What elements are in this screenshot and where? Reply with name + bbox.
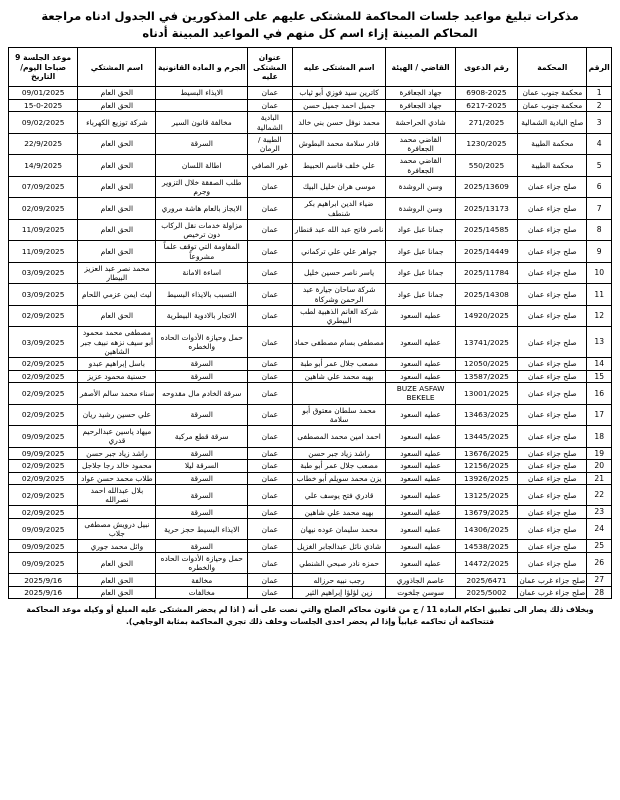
- cell-defendant-name: ضياء الدين ابراهيم بكر شنطف: [292, 198, 386, 220]
- cell-charge: السرقة: [156, 472, 248, 484]
- cell-defendant-name: راشد زياد جبر حسن: [292, 447, 386, 459]
- table-row: [9, 87, 612, 99]
- cell-court: صلح جزاء عمان: [518, 383, 587, 405]
- cell-index: 21: [587, 472, 612, 484]
- cell-defendant-address: عمان: [248, 327, 293, 358]
- cell-session-date: 02/09/2025: [9, 370, 78, 382]
- cell-index: 26: [587, 552, 612, 574]
- cell-case-number: 2025/14449: [455, 241, 518, 263]
- cell-defendant-address: عمان: [248, 586, 293, 598]
- column-header-plaintiff-name: اسم المشتكي: [78, 48, 156, 87]
- cell-defendant-address: غور الصافي: [248, 155, 293, 177]
- table-row: [9, 460, 612, 472]
- cell-index: 27: [587, 574, 612, 586]
- cell-court: صلح جزاء عمان: [518, 460, 587, 472]
- cell-charge: سرقة قطع مركبة: [156, 426, 248, 448]
- cell-index: 9: [587, 241, 612, 263]
- cell-case-number: 2025/6471: [455, 574, 518, 586]
- cell-index: 4: [587, 133, 612, 155]
- cell-index: 20: [587, 460, 612, 472]
- cell-plaintiff-name: ميهاد ياسين عبدالرحيم قدري: [78, 426, 156, 448]
- cell-index: 8: [587, 219, 612, 241]
- cell-court: صلح جزاء عمان: [518, 284, 587, 306]
- table-row: [9, 472, 612, 484]
- cell-session-date: 02/09/2025: [9, 460, 78, 472]
- cell-defendant-address: عمان: [248, 284, 293, 306]
- column-header-charge: الجرم و المادة القانونية: [156, 48, 248, 87]
- column-header-court: المحكمة: [518, 48, 587, 87]
- cell-index: 23: [587, 506, 612, 518]
- cell-defendant-name: [292, 383, 386, 405]
- cell-court: صلح جزاء غرب عمان: [519, 575, 586, 585]
- cell-session-date: 02/09/2025: [9, 404, 78, 426]
- cell-defendant-address: عمان: [248, 383, 293, 405]
- cell-defendant-name: قادر سلامة محمد البطوش: [292, 133, 386, 155]
- cell-case-number: 2025/14585: [455, 219, 518, 241]
- cell-court: صلح جزاء عمان: [518, 506, 587, 518]
- cell-defendant-address: عمان: [248, 574, 293, 586]
- cell-defendant-address: عمان: [248, 447, 293, 459]
- cell-plaintiff-name: سناء محمد سالم الأصفر: [78, 383, 156, 405]
- cell-judge: عاصم الجاذوري: [386, 574, 455, 586]
- cell-defendant-address: عمان: [248, 426, 293, 448]
- cell-judge: عطيه السعود: [386, 484, 455, 506]
- cell-court: صلح جزاء عمان: [518, 472, 587, 484]
- page-title: مذكرات تبليغ مواعيد جلسات المحاكمة للمشتكى عليهم على المذكورين في الجدول ادناه مراجعة المحاكم المبينة إزاء اسم كل منهم في المواعيد المبينة أدناه: [41, 9, 579, 40]
- cell-judge: عطيه السعود: [386, 327, 455, 358]
- cell-session-date: 09/09/2025: [9, 426, 78, 448]
- cell-session-date: 03/09/2025: [9, 262, 78, 284]
- cell-plaintiff-name: طلاب محمد حسن عواد: [78, 472, 156, 484]
- cell-charge: [156, 99, 248, 111]
- cell-judge: عطيه السعود: [386, 518, 455, 540]
- cell-defendant-address: عمان: [248, 305, 293, 327]
- table-row: [9, 552, 612, 574]
- cell-plaintiff-name: الحق العام: [78, 586, 156, 598]
- cell-judge: عطيه السعود: [386, 506, 455, 518]
- cell-judge: القاضي محمد الجعافرة: [386, 155, 455, 177]
- cell-plaintiff-name: راشد زياد جبر حسن: [78, 447, 156, 459]
- table-row: [9, 99, 612, 111]
- cell-case-number: 13679/2025: [455, 506, 518, 518]
- table-row: [9, 241, 612, 263]
- cell-judge: عطيه السعود: [386, 370, 455, 382]
- cell-session-date: 15-0-2025: [9, 99, 78, 111]
- cell-plaintiff-name: حسنية محمود عزيز: [78, 370, 156, 382]
- footer-note: وبخلاف ذلك يصار الى تطبيق احكام المادة 11 / ج من قانون محاكم الصلح والتي نصت على أنه ( اذا لم يحضر المشتكى عليه المبلغ أو وكيله موعد المحاكمة فتتحاكمة أن تحاكمه غيابياً وإذا لم يحضر احدى الجلسات وخلف ذلك تجري المحاكمة بمثابة الوجاهي).: [26, 605, 594, 626]
- table-row: [9, 155, 612, 177]
- cell-charge: مخالفات: [156, 586, 248, 598]
- cell-defendant-name: قادري فتح يوسف علي: [292, 484, 386, 506]
- cell-charge: اطالة اللسان: [156, 155, 248, 177]
- cell-defendant-name: محمد نوفل حسن بني خالد: [292, 112, 386, 134]
- cell-defendant-address: عمان: [248, 358, 293, 370]
- cell-session-date: 07/09/2025: [9, 176, 78, 198]
- cell-session-date: 09/09/2025: [9, 540, 78, 552]
- cell-court: صلح جزاء عمان: [518, 358, 587, 370]
- column-header-defendant-address: عنوان المشتكى عليه: [248, 48, 293, 87]
- cell-charge: اساءة الامانة: [156, 262, 248, 284]
- table-row: [9, 198, 612, 220]
- cell-index: 16: [587, 383, 612, 405]
- cell-charge: طلب الصفقة خلال التزوير وجرم: [156, 176, 248, 198]
- cell-case-number: 14920/2025: [455, 305, 518, 327]
- cell-defendant-name: ناصر فاتح عبد الله عبد قنطار: [292, 219, 386, 241]
- cell-defendant-name: احمد امين محمد المصطفى: [292, 426, 386, 448]
- cell-plaintiff-name: الحق العام: [78, 176, 156, 198]
- cell-case-number: 13001/2025: [455, 383, 518, 405]
- cell-index: 28: [587, 586, 612, 598]
- cell-plaintiff-name: [78, 506, 156, 518]
- cell-plaintiff-name: الحق العام: [78, 241, 156, 263]
- cell-defendant-address: البادية الشمالية: [248, 112, 293, 134]
- table-row: [9, 370, 612, 382]
- cell-charge: حمل وحيازة الأدوات الحاده والخطره: [156, 327, 248, 358]
- cell-session-date: 14/9/2025: [9, 155, 78, 177]
- cell-defendant-name: علي خلف قاسم الحبيط: [292, 155, 386, 177]
- cell-index: 19: [587, 447, 612, 459]
- cell-charge: السرقة: [156, 404, 248, 426]
- cell-defendant-name: شركة الغانم الذهبية لطب البيطري: [292, 305, 386, 327]
- cell-case-number: 12050/2025: [455, 358, 518, 370]
- column-header-case-number: رقم الدعوى: [455, 48, 518, 87]
- cell-defendant-name: يزن محمد سويلم أبو خطاب: [292, 472, 386, 484]
- cell-case-number: 1230/2025: [455, 133, 518, 155]
- cell-defendant-address: عمان: [248, 518, 293, 540]
- table-row: [9, 540, 612, 552]
- cell-defendant-address: عمان: [248, 506, 293, 518]
- table-row: [9, 305, 612, 327]
- cell-index: 7: [587, 198, 612, 220]
- cell-judge: عطيه السعود: [386, 358, 455, 370]
- cell-case-number: 13463/2025: [455, 404, 518, 426]
- cell-court: صلح البادية الشمالية: [518, 112, 587, 134]
- table-header-row: [9, 48, 612, 87]
- cell-judge: شادي الحراحشة: [386, 112, 455, 134]
- column-header-defendant-name: اسم المشتكى عليه: [292, 48, 386, 87]
- cell-index: 12: [587, 305, 612, 327]
- cell-case-number: 13926/2025: [455, 472, 518, 484]
- table-row: [9, 219, 612, 241]
- cell-defendant-name: حمزه نادر صبحي الشنطي: [292, 552, 386, 574]
- cell-plaintiff-name: الحق العام: [78, 574, 156, 586]
- cell-court: صلح جزاء غرب عمان: [519, 588, 586, 598]
- cell-charge: مخالفة قانون السير: [156, 112, 248, 134]
- cell-court: صلح جزاء عمان: [518, 176, 587, 198]
- table-row: [9, 284, 612, 306]
- cell-index: 1: [587, 87, 612, 99]
- cell-plaintiff-name: الحق العام: [78, 305, 156, 327]
- cell-index: 14: [587, 358, 612, 370]
- cell-index: 18: [587, 426, 612, 448]
- cell-defendant-address: عمان: [248, 219, 293, 241]
- table-row: [9, 518, 612, 540]
- cell-court: صلح جزاء عمان: [518, 370, 587, 382]
- cell-defendant-address: عمان: [248, 540, 293, 552]
- table-body: [9, 87, 612, 599]
- cell-session-date: 2025/9/16: [9, 586, 78, 598]
- cell-defendant-address: عمان: [248, 241, 293, 263]
- cell-index: 17: [587, 404, 612, 426]
- cell-case-number: 13125/2025: [455, 484, 518, 506]
- cell-defendant-address: عمان: [248, 552, 293, 574]
- cell-plaintiff-name: الحق العام: [78, 198, 156, 220]
- cell-session-date: 09/09/2025: [9, 518, 78, 540]
- column-header-session-date: موعد الجلسة 9 صباحا اليوم/التاريخ: [9, 48, 78, 87]
- cell-defendant-name: بهيه محمد علي شاهين: [292, 370, 386, 382]
- cell-defendant-name: كاترين سيد فوزي أبو ثياب: [292, 87, 386, 99]
- cell-case-number: 13445/2025: [455, 426, 518, 448]
- cell-case-number: 6908-2025: [455, 87, 518, 99]
- cell-charge: الايذاء البسيط: [156, 87, 248, 99]
- cell-charge: السرقة: [156, 370, 248, 382]
- cell-court: صلح جزاء عمان: [518, 241, 587, 263]
- cell-session-date: 02/09/2025: [9, 383, 78, 405]
- table-row: [9, 176, 612, 198]
- cell-defendant-address: عمان: [248, 404, 293, 426]
- cell-session-date: 11/09/2025: [9, 219, 78, 241]
- cell-court: محكمة الطيبة: [518, 133, 587, 155]
- cell-defendant-address: عمان: [248, 262, 293, 284]
- cell-plaintiff-name: الحق العام: [78, 155, 156, 177]
- cell-defendant-address: عمان: [248, 484, 293, 506]
- cell-session-date: 02/09/2025: [9, 506, 78, 518]
- cell-plaintiff-name: الحق العام: [78, 87, 156, 99]
- cell-plaintiff-name: بلال عبدالله احمد نصرالله: [78, 484, 156, 506]
- cell-charge: السرقة: [156, 506, 248, 518]
- cell-index: 10: [587, 262, 612, 284]
- cell-defendant-name: جميل احمد جميل حسن: [292, 99, 386, 111]
- cell-case-number: 13676/2025: [455, 447, 518, 459]
- cell-defendant-name: محمد سليمان عوده نيهان: [292, 518, 386, 540]
- table-row: [9, 383, 612, 405]
- cell-plaintiff-name: الحق العام: [78, 99, 156, 111]
- table-header: [9, 48, 612, 87]
- cell-session-date: 02/09/2025: [9, 198, 78, 220]
- cell-defendant-name: مصطفى بسام مصطفى حماد: [292, 327, 386, 358]
- cell-plaintiff-name: نبيل درويش مصطفى جلاب: [78, 518, 156, 540]
- cell-charge: السرقة: [156, 133, 248, 155]
- cell-plaintiff-name: مصطفى محمد محمود أبو سيف نزهه نبيف جبر الشاهين: [78, 327, 156, 358]
- cell-case-number: 13587/2025: [455, 370, 518, 382]
- cell-charge: السرقة: [156, 540, 248, 552]
- cell-judge: جهاد الجعافرة: [386, 87, 455, 99]
- cell-judge: جمانا عبل عواد: [386, 262, 455, 284]
- cell-case-number: 6217-2025: [455, 99, 518, 111]
- cell-case-number: 13741/2025: [455, 327, 518, 358]
- cell-defendant-address: عمان: [248, 472, 293, 484]
- cell-defendant-name: شادي نائل عبدالجابر الغزيل: [292, 540, 386, 552]
- cell-court: محكمة جنوب عمان: [518, 99, 587, 111]
- cell-judge: جهاد الجعافرة: [386, 99, 455, 111]
- cell-court: صلح جزاء عمان: [518, 426, 587, 448]
- cell-judge: عطيه السعود: [386, 540, 455, 552]
- table-row: [9, 574, 612, 586]
- cell-defendant-name: مصعب جلال عمر أبو طبة: [292, 460, 386, 472]
- cell-defendant-address: عمان: [248, 99, 293, 111]
- cell-index: 2: [587, 99, 612, 111]
- cell-session-date: 02/09/2025: [9, 358, 78, 370]
- cell-session-date: 02/09/2025: [9, 472, 78, 484]
- cell-judge: جمانا عبل عواد: [386, 241, 455, 263]
- cell-court: صلح جزاء عمان: [518, 447, 587, 459]
- table-row: [9, 262, 612, 284]
- cell-case-number: 2025/11784: [455, 262, 518, 284]
- cell-charge: المقاومة التي توقف علماً مشروعاً: [156, 241, 248, 263]
- cell-plaintiff-name: ليث ايمن عزمي اللحام: [78, 284, 156, 306]
- cell-judge: وسن الروشدة: [386, 176, 455, 198]
- cell-court: محكمة جنوب عمان: [518, 87, 587, 99]
- cell-case-number: 271/2025: [455, 112, 518, 134]
- cell-session-date: 09/02/2025: [9, 112, 78, 134]
- cell-charge: السرقة ليلا: [156, 460, 248, 472]
- cell-plaintiff-name: الحق العام: [78, 133, 156, 155]
- cell-defendant-name: محمد سلطان معتوق أبو سلامة: [292, 404, 386, 426]
- cell-judge: عطيه السعود: [386, 305, 455, 327]
- cell-case-number: 2025/14308: [455, 284, 518, 306]
- table-row: [9, 112, 612, 134]
- cell-defendant-address: الطيبة / الرمان: [248, 133, 293, 155]
- cell-index: 13: [587, 327, 612, 358]
- cell-index: 5: [587, 155, 612, 177]
- cell-case-number: 2025/5002: [455, 586, 518, 598]
- cell-plaintiff-name: الحق العام: [78, 552, 156, 574]
- cell-session-date: 03/09/2025: [9, 284, 78, 306]
- cell-defendant-address: عمان: [248, 87, 293, 99]
- cell-plaintiff-name: محمد نصر عبد العزيز البيطار: [78, 262, 156, 284]
- cell-court: صلح جزاء عمان: [518, 327, 587, 358]
- cell-defendant-name: جواهر علي علي تركماني: [292, 241, 386, 263]
- notices-table: [8, 47, 612, 599]
- cell-plaintiff-name: وائل محمد جوري: [78, 540, 156, 552]
- table-row: [9, 506, 612, 518]
- cell-charge: مزاولة خدمات نقل الركاب دون ترخيص: [156, 219, 248, 241]
- table-row: [9, 404, 612, 426]
- cell-session-date: 02/09/2025: [9, 484, 78, 506]
- cell-case-number: 14538/2025: [455, 540, 518, 552]
- cell-session-date: 09/01/2025: [9, 87, 78, 99]
- cell-judge: جمانا عبل عواد: [386, 219, 455, 241]
- cell-session-date: 02/09/2025: [9, 305, 78, 327]
- cell-judge: عطيه السعود: [386, 404, 455, 426]
- cell-index: 6: [587, 176, 612, 198]
- cell-index: 3: [587, 112, 612, 134]
- cell-case-number: 550/2025: [455, 155, 518, 177]
- cell-charge: حمل وحيازة الأدوات الحاده والخطره: [156, 552, 248, 574]
- cell-charge: مخالفة: [156, 574, 248, 586]
- table-row: [9, 327, 612, 358]
- cell-index: 24: [587, 518, 612, 540]
- cell-charge: السرقة: [156, 484, 248, 506]
- cell-judge: جمانا عبل عواد: [386, 284, 455, 306]
- table-row: [9, 447, 612, 459]
- cell-court: صلح جزاء عمان: [518, 404, 587, 426]
- cell-judge: عطيه السعود: [386, 552, 455, 574]
- cell-court: صلح جزاء عمان: [518, 198, 587, 220]
- cell-judge: وسن الروشدة: [386, 198, 455, 220]
- cell-judge: القاضي محمد الجعافرة: [386, 133, 455, 155]
- cell-index: 15: [587, 370, 612, 382]
- cell-plaintiff-name: باسل إبراهيم عبدو: [78, 358, 156, 370]
- cell-case-number: 14472/2025: [455, 552, 518, 574]
- cell-judge: عطيه السعود: [386, 472, 455, 484]
- cell-session-date: 22/9/2025: [9, 133, 78, 155]
- cell-charge: الايذاء البسيط حجز حرية: [156, 518, 248, 540]
- cell-defendant-address: عمان: [248, 370, 293, 382]
- column-header-judge: القاضي / الهيئة: [386, 48, 455, 87]
- cell-defendant-address: عمان: [248, 198, 293, 220]
- cell-court: صلح جزاء عمان: [518, 484, 587, 506]
- cell-charge: السرقة: [156, 447, 248, 459]
- cell-defendant-address: عمان: [248, 176, 293, 198]
- cell-court: صلح جزاء عمان: [518, 540, 587, 552]
- cell-defendant-name: زين لؤلؤا إبراهيم الثير: [292, 586, 386, 598]
- cell-index: 22: [587, 484, 612, 506]
- cell-case-number: 2025/13173: [455, 198, 518, 220]
- cell-session-date: 03/09/2025: [9, 327, 78, 358]
- column-header-index: الرقم: [587, 48, 612, 87]
- cell-session-date: 11/09/2025: [9, 241, 78, 263]
- cell-court: صلح جزاء عمان: [518, 219, 587, 241]
- cell-court: صلح جزاء عمان: [518, 552, 587, 574]
- cell-judge: BUZE ASFAW BEKELE: [386, 383, 455, 405]
- cell-court: صلح جزاء عمان: [518, 262, 587, 284]
- cell-defendant-name: رجب نبيه حرزاله: [292, 574, 386, 586]
- cell-plaintiff-name: محمود خالد رجا جلاجل: [78, 460, 156, 472]
- table-row: [9, 358, 612, 370]
- cell-index: 11: [587, 284, 612, 306]
- cell-session-date: 09/09/2025: [9, 447, 78, 459]
- cell-session-date: 2025/9/16: [9, 574, 78, 586]
- cell-judge: عطيه السعود: [386, 460, 455, 472]
- cell-charge: الايجاز بالعام هاشة مروري: [156, 198, 248, 220]
- cell-charge: الاتجار بالادوية البيطرية: [156, 305, 248, 327]
- cell-plaintiff-name: شركة توزيع الكهرباء: [78, 112, 156, 134]
- cell-defendant-name: شركة ساحان جيارة عبد الرحمن وشركاة: [292, 284, 386, 306]
- cell-defendant-name: ياسر ناصر حسين خليل: [292, 262, 386, 284]
- cell-court: محكمة الطيبة: [518, 155, 587, 177]
- cell-plaintiff-name: الحق العام: [78, 219, 156, 241]
- cell-judge: سوسن جلخوت: [386, 586, 455, 598]
- cell-case-number: 12156/2025: [455, 460, 518, 472]
- cell-plaintiff-name: علي حسين رشيد ريان: [78, 404, 156, 426]
- table-row: [9, 426, 612, 448]
- cell-index: 25: [587, 540, 612, 552]
- cell-court: صلح جزاء عمان: [518, 518, 587, 540]
- table-row: [9, 133, 612, 155]
- cell-defendant-name: مصعب جلال عمر أبو طبة: [292, 358, 386, 370]
- cell-charge: سرقة الخادم مال مقدوحه: [156, 383, 248, 405]
- cell-defendant-address: عمان: [248, 460, 293, 472]
- cell-case-number: 2025/13609: [455, 176, 518, 198]
- cell-case-number: 14306/2025: [455, 518, 518, 540]
- cell-judge: عطيه السعود: [386, 426, 455, 448]
- table-row: [9, 484, 612, 506]
- cell-charge: التسبب بالايذاء البسيط: [156, 284, 248, 306]
- cell-defendant-name: موسى هران خليل البيك: [292, 176, 386, 198]
- cell-defendant-name: بهيه محمد علي شاهين: [292, 506, 386, 518]
- table-row: [9, 586, 612, 598]
- cell-charge: السرقة: [156, 358, 248, 370]
- cell-session-date: 09/09/2025: [9, 552, 78, 574]
- cell-court: صلح جزاء عمان: [518, 305, 587, 327]
- cell-judge: عطيه السعود: [386, 447, 455, 459]
